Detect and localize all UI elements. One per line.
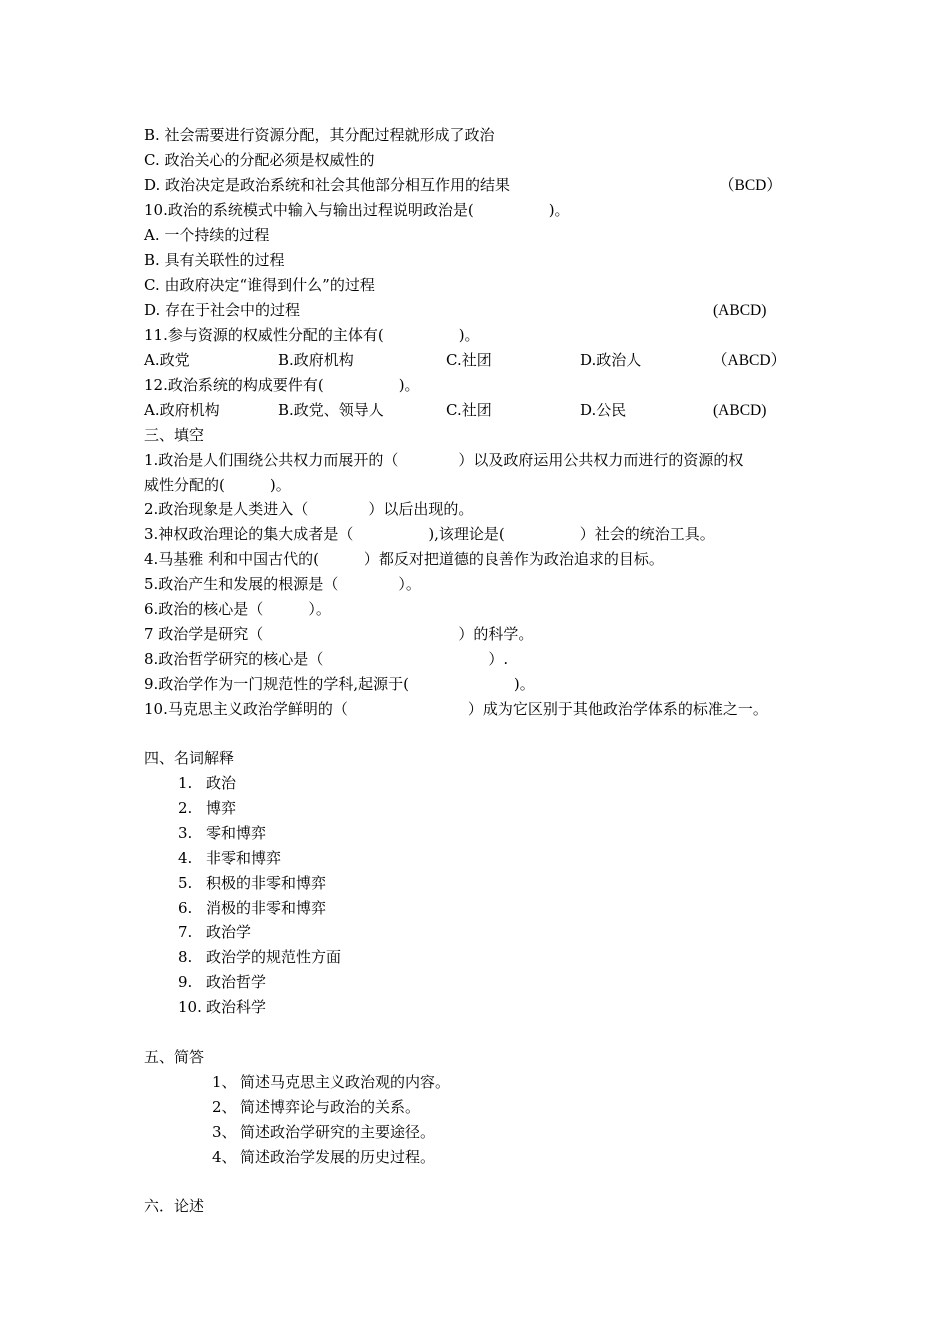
q12-option-a: A.政府机构 <box>144 401 220 419</box>
q9-answer: （BCD） <box>719 177 782 194</box>
term-item <box>144 995 544 1020</box>
term-number: 6. <box>178 899 193 917</box>
fill-q1-line2: 威性分配的( )。 <box>144 476 291 494</box>
q10-stem: 10.政治的系统模式中输入与输出过程说明政治是( )。 <box>144 201 570 219</box>
term-item <box>144 846 544 871</box>
q11-answer: （ABCD） <box>712 352 787 369</box>
q10-option-d: D. 存在于社会中的过程 <box>144 301 301 319</box>
essay-heading: 六．论述 <box>144 1197 205 1215</box>
short-item <box>144 1145 644 1170</box>
term-number: 2. <box>178 799 193 817</box>
q11-stem: 11.参与资源的权威性分配的主体有( )。 <box>144 326 480 344</box>
term-number: 1. <box>178 774 193 792</box>
term-text: 政治学 <box>206 923 252 941</box>
term-number: 10. <box>178 998 202 1016</box>
term-item <box>144 920 544 945</box>
q12-options <box>144 398 844 423</box>
q9-option-d-line <box>144 173 844 198</box>
fill-q10: 10.马克思主义政治学鲜明的（ ）成为它区别于其他政治学体系的标准之一。 <box>144 700 768 718</box>
fill-q8: 8.政治哲学研究的核心是（ ）. <box>144 650 509 668</box>
q10-option-d-line <box>144 298 844 323</box>
q12-answer: (ABCD) <box>713 402 767 419</box>
term-number: 4. <box>178 849 193 867</box>
term-item <box>144 970 544 995</box>
short-text: 简述博弈论与政治的关系。 <box>240 1098 421 1116</box>
fill-q4: 4.马基雅 利和中国古代的( ）都反对把道德的良善作为政治追求的目标。 <box>144 550 664 568</box>
term-item <box>144 871 544 896</box>
term-number: 3. <box>178 824 193 842</box>
term-text: 博弈 <box>206 799 237 817</box>
short-text: 简述政治学发展的历史过程。 <box>240 1148 436 1166</box>
fill-q7: 7 政治学是研究（ ）的科学。 <box>144 625 534 643</box>
short-number: 1、 <box>212 1073 237 1091</box>
q10-option-b: B. 具有关联性的过程 <box>144 251 285 269</box>
fill-q3: 3.神权政治理论的集大成者是（ ),该理论是( ）社会的统治工具。 <box>144 525 715 543</box>
fill-q2: 2.政治现象是人类进入（ ）以后出现的。 <box>144 500 474 518</box>
fill-q5: 5.政治产生和发展的根源是（ ）。 <box>144 575 421 593</box>
term-text: 政治科学 <box>206 998 267 1016</box>
term-number: 7. <box>178 923 193 941</box>
q10-option-c: C. 由政府决定“谁得到什么”的过程 <box>144 276 375 294</box>
fill-q9: 9.政治学作为一门规范性的学科,起源于( )。 <box>144 675 535 693</box>
term-number: 8. <box>178 948 193 966</box>
term-item <box>144 896 544 921</box>
q12-option-c: C.社团 <box>446 401 492 419</box>
q9-option-d: D. 政治决定是政治系统和社会其他部分相互作用的结果 <box>144 176 511 194</box>
short-item <box>144 1120 644 1145</box>
q12-option-b: B.政党、领导人 <box>278 401 384 419</box>
fill-q6: 6.政治的核心是（ ）。 <box>144 600 331 618</box>
short-number: 4、 <box>212 1148 237 1166</box>
q11-options <box>144 348 844 373</box>
short-item <box>144 1070 644 1095</box>
term-number: 5. <box>178 874 193 892</box>
q11-option-c: C.社团 <box>446 351 492 369</box>
q11-option-a: A.政党 <box>144 351 190 369</box>
term-text: 政治哲学 <box>206 973 267 991</box>
term-item <box>144 771 544 796</box>
q12-stem: 12.政治系统的构成要件有( )。 <box>144 376 420 394</box>
q11-option-b: B.政府机构 <box>278 351 354 369</box>
short-text: 简述马克思主义政治观的内容。 <box>240 1073 451 1091</box>
term-item <box>144 945 544 970</box>
term-item <box>144 796 544 821</box>
term-number: 9. <box>178 973 193 991</box>
term-text: 零和博弈 <box>206 824 267 842</box>
term-text: 政治 <box>206 774 237 792</box>
q12-option-d: D.公民 <box>580 401 627 419</box>
q9-option-b: B. 社会需要进行资源分配，其分配过程就形成了政治 <box>144 126 495 144</box>
term-text: 积极的非零和博弈 <box>206 874 327 892</box>
term-item <box>144 821 544 846</box>
terms-heading: 四、名词解释 <box>144 749 235 767</box>
short-item <box>144 1095 644 1120</box>
term-text: 消极的非零和博弈 <box>206 899 327 917</box>
q10-answer: (ABCD) <box>713 302 767 319</box>
short-number: 2、 <box>212 1098 237 1116</box>
term-text: 政治学的规范性方面 <box>206 948 342 966</box>
q10-option-a: A. 一个持续的过程 <box>144 226 270 244</box>
q9-option-c: C. 政治关心的分配必须是权威性的 <box>144 151 375 169</box>
term-text: 非零和博弈 <box>206 849 282 867</box>
short-heading: 五、简答 <box>144 1048 205 1066</box>
fill-q1-line1: 1.政治是人们围绕公共权力而展开的（ ）以及政府运用公共权力而进行的资源的权 <box>144 451 744 469</box>
short-number: 3、 <box>212 1123 237 1141</box>
q11-option-d: D.政治人 <box>580 351 642 369</box>
short-text: 简述政治学研究的主要途径。 <box>240 1123 436 1141</box>
fill-heading: 三、填空 <box>144 426 205 444</box>
